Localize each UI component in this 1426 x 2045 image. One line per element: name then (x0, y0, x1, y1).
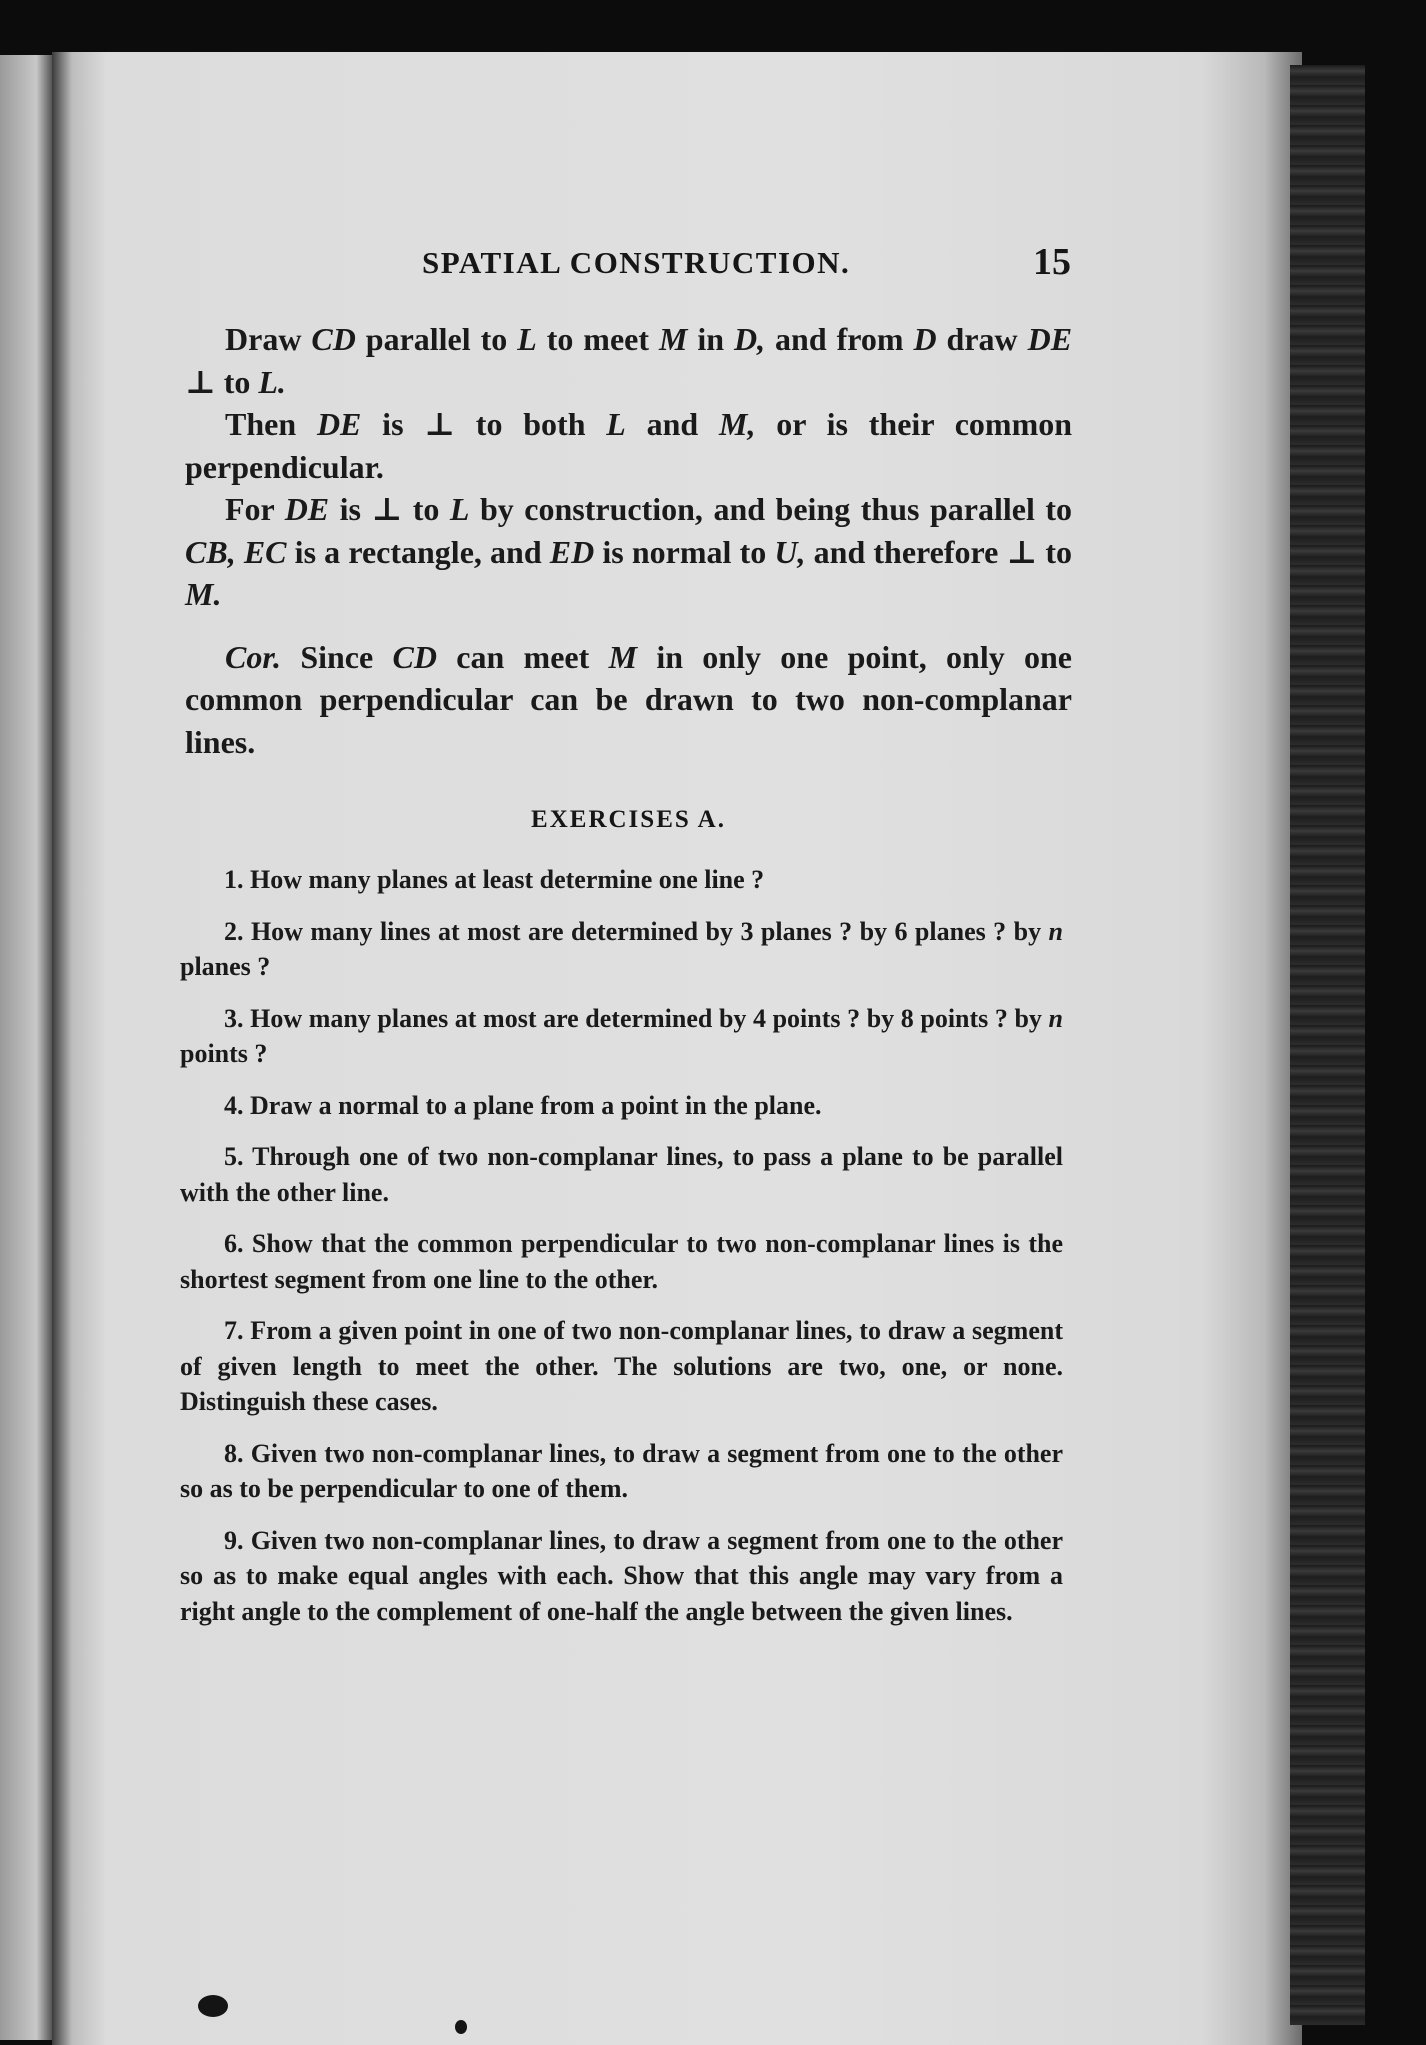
scan-blemish (198, 1995, 228, 2017)
paragraph-conclusion: Then DE is ⊥ to both L and M, or is their common perpendicular. (185, 406, 1073, 485)
facing-page-edge (0, 55, 52, 2040)
exercise-item: 5. Through one of two non-complanar lines, to pass a plane to be parallel with the other line. (180, 1142, 1063, 1207)
exercise-item: 8. Given two non-complanar lines, to draw a segment from one to the other so as to be perpendicular to one of them. (180, 1438, 1064, 1503)
page-stack-edge (1290, 65, 1365, 2025)
exercise-item: 6. Show that the common perpendicular to two non-complanar lines is the shortest segment from one line to the other. (180, 1229, 1063, 1294)
paragraph-proof: For DE is ⊥ to L by construction, and being thus parallel to CB, EC is a rectangle, and ED is normal to U, and therefore ⊥ to M. (185, 491, 1073, 612)
exercise-item: 2. How many lines at most are determined by 3 planes ? by 6 planes ? by n planes ? (180, 916, 1064, 981)
exercise-number: 2. (224, 916, 244, 946)
exercise-item: 4. Draw a normal to a plane from a point in the plane. (224, 1090, 822, 1120)
prose-block (185, 318, 1072, 763)
exercise-item: 3. How many planes at most are determined by 4 points ? by 8 points ? by n points ? (180, 1003, 1063, 1068)
exercise-item: 7. From a given point in one of two non-complanar lines, to draw a segment of given length to meet the other. The solutions are two, one, or none. Distinguish these cases. (180, 1316, 1063, 1416)
exercise-number: 1. (224, 865, 244, 894)
exercise-item: 1. How many planes at least determine one line ? (224, 865, 765, 894)
exercise-item: 9. Given two non-complanar lines, to draw a segment from one to the other so as to make equal angles with each. Show that this angle may vary from a right angle to the complement of one-half the angle between the given lines. (180, 1525, 1064, 1626)
paragraph-corollary: Cor. Since CD can meet M in only one point, only one common perpendicular can be drawn to two non-complanar lines. (185, 638, 1073, 760)
exercises-heading: EXERCISES A. (531, 806, 726, 833)
exercise-number: 5. (224, 1142, 244, 1171)
exercise-number: 4. (224, 1090, 244, 1120)
exercise-list (180, 862, 1063, 1645)
scan-blemish (455, 2020, 467, 2034)
page-number: 15 (1033, 241, 1071, 283)
exercise-number: 9. (224, 1525, 244, 1555)
exercise-number: 3. (224, 1003, 244, 1033)
exercise-number: 8. (224, 1438, 244, 1468)
paragraph-construction: Draw CD parallel to L to meet M in D, and from D draw DE ⊥ to L. (185, 321, 1073, 400)
exercise-number: 7. (224, 1316, 244, 1345)
exercise-number: 6. (224, 1229, 244, 1258)
running-head: SPATIAL CONSTRUCTION. (422, 245, 851, 280)
